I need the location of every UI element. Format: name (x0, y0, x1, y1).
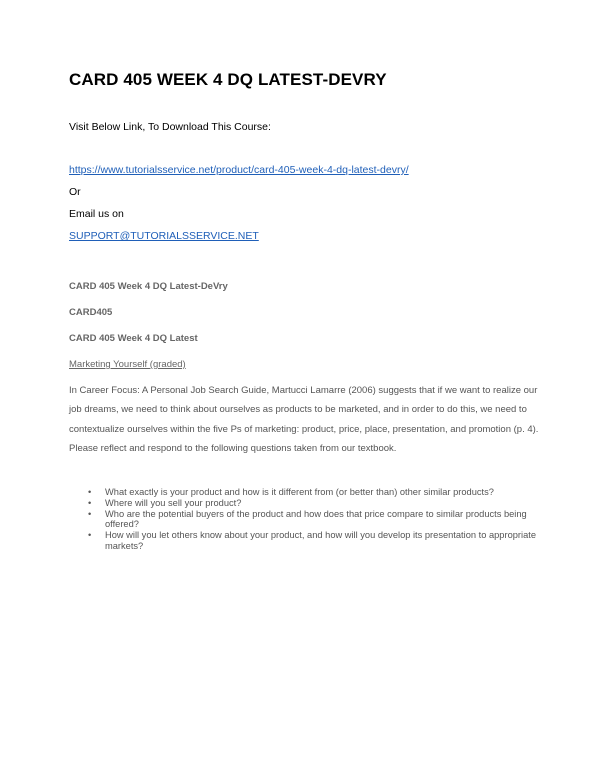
body-paragraph: In Career Focus: A Personal Job Search Guide, Martucci Lamarre (2006) suggests that if we want to realize our job dreams, we need to think about ourselves as products to be marketed, and in order to do this, we need to contextualize ourselves within the five Ps of marketing: product, price, place, presentation, and promotion (p. 4). Please reflect and respond to the following questions taken from our textbook. (69, 385, 539, 455)
bullet-icon: • (88, 487, 92, 497)
list-item (69, 498, 539, 509)
list-item (69, 530, 539, 552)
bullet-icon: • (88, 497, 92, 508)
heading-course-latest: CARD 405 Week 4 DQ Latest (69, 333, 198, 344)
heading-course-code: CARD405 (69, 307, 113, 318)
question-text: How will you let others know about your product, and how will you develop its presentation to appropriate markets? (105, 530, 536, 551)
question-text: What exactly is your product and how is it different from (or better than) other similar products? (105, 487, 494, 497)
question-text: Who are the potential buyers of the product and how does that price compare to similar products being offered? (105, 508, 527, 530)
email-link[interactable]: SUPPORT@TUTORIALSSERVICE.NET (69, 230, 259, 242)
question-text: Where will you sell your product? (105, 497, 242, 508)
question-list (69, 487, 539, 552)
intro-text: Visit Below Link, To Download This Course: (69, 121, 271, 133)
course-link[interactable]: https://www.tutorialsservice.net/product/card-405-week-4-dq-latest-devry/ (69, 164, 409, 176)
bullet-icon: • (88, 508, 92, 519)
bullet-icon: • (88, 530, 92, 541)
email-label: Email us on (69, 208, 124, 220)
heading-course-devry: CARD 405 Week 4 DQ Latest-DeVry (69, 281, 228, 292)
page-title: CARD 405 WEEK 4 DQ LATEST-DEVRY (69, 70, 387, 89)
or-text: Or (69, 186, 81, 198)
section-title: Marketing Yourself (graded) (69, 359, 186, 370)
list-item (69, 487, 539, 498)
list-item (69, 509, 539, 531)
